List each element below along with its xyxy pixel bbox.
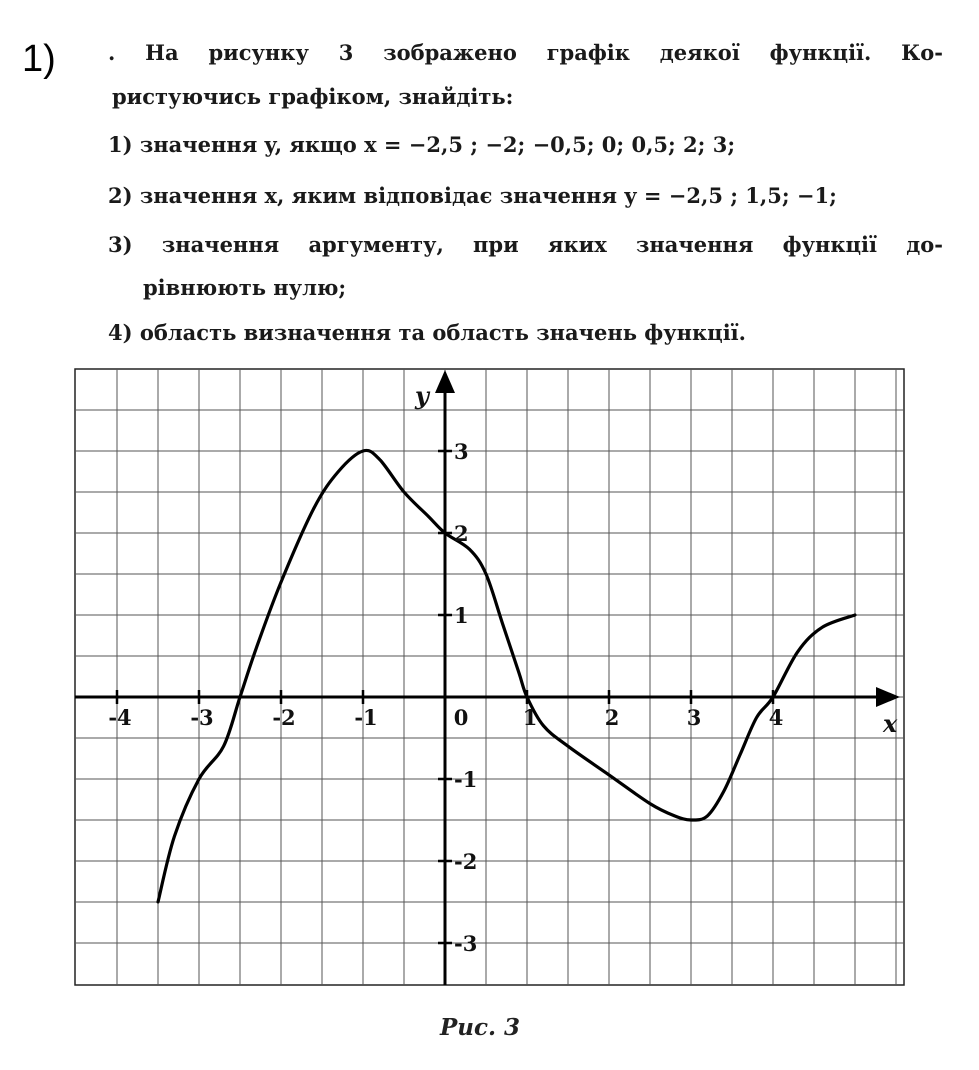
y-tick-label: -1: [454, 767, 478, 792]
task-item-2: 2) значення x, яким відповідає значення y = −2,5 ; 1,5; −1;: [108, 183, 837, 208]
graph-curve-group: [158, 450, 855, 902]
intro-line-2: ристуючись графіком, знайдіть:: [112, 84, 514, 109]
x-tick-label: -2: [272, 705, 296, 730]
task-item-1: 1) значення y, якщо x = −2,5 ; −2; −0,5; 0; 0,5; 2; 3;: [108, 132, 736, 157]
x-axis-label: x: [883, 709, 898, 738]
y-tick-label: -3: [454, 931, 478, 956]
task-item-3: 3) значення аргументу, при яких значення функції до-: [108, 232, 943, 257]
figure-caption: Рис. 3: [440, 1014, 521, 1041]
function-curve: [158, 450, 855, 902]
graph-grid: [75, 369, 904, 985]
x-tick-label: -1: [354, 705, 378, 730]
x-tick-label: -4: [108, 705, 132, 730]
problem-number: 1): [22, 38, 56, 80]
y-tick-label: 3: [454, 439, 469, 464]
intro-line-1: . На рисунку 3 зображено графік деякої функції. Ко-: [108, 40, 943, 65]
task-item-3-continued: рівнюють нулю;: [143, 275, 347, 300]
y-axis-label: y: [415, 381, 429, 410]
x-tick-label: 1: [522, 705, 538, 730]
task-item-4: 4) область визначення та область значень функції.: [108, 320, 746, 345]
x-tick-label: 4: [768, 705, 784, 730]
graph-labels: [108, 381, 898, 956]
y-tick-label: -2: [454, 849, 478, 874]
y-tick-label: 1: [454, 603, 469, 628]
x-tick-label: 2: [604, 705, 620, 730]
y-axis-arrow: [435, 370, 455, 393]
x-tick-label: 3: [686, 705, 702, 730]
y-tick-label: 2: [454, 521, 469, 546]
x-tick-label: 0: [453, 705, 469, 730]
x-tick-label: -3: [190, 705, 214, 730]
